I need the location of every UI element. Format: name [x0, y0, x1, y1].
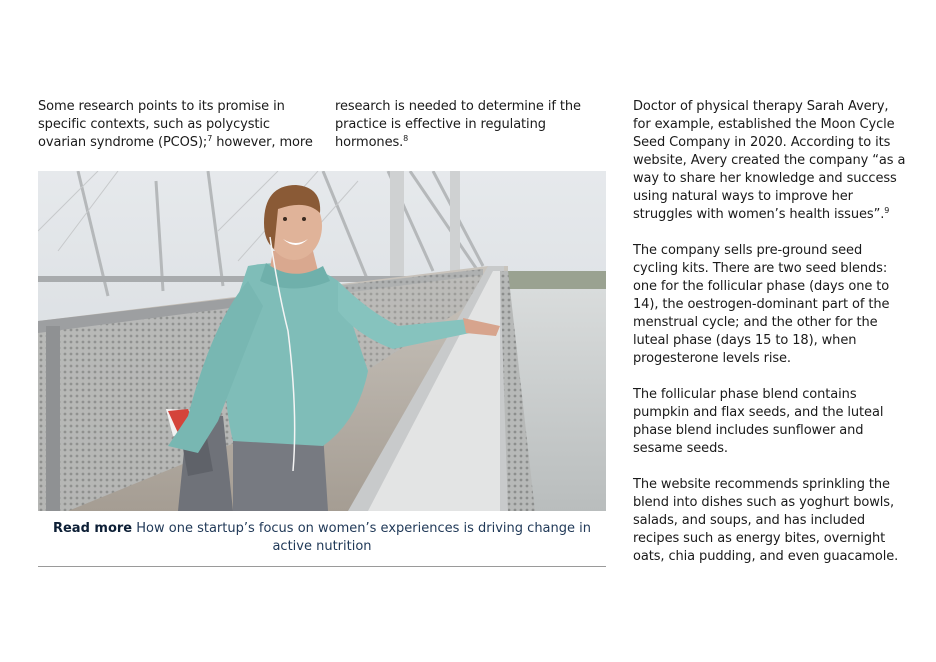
photo-caption[interactable] [38, 520, 606, 556]
article-column-2 [335, 98, 605, 170]
read-more-label[interactable]: Read more [52, 521, 133, 536]
article-column-3 [633, 98, 908, 584]
article-column-1 [38, 98, 318, 170]
body-paragraph: The website recommends sprinkling the blend into dishes such as yoghurt bowls, salads, and soups, and has included recipes such as energy bites, overnight oats, chia pudding, and even guacamole. [633, 477, 899, 564]
body-paragraph: Some research points to its promise in specific contexts, such as polycystic ovarian syndrome (PCOS);$^7$ however, more [38, 99, 313, 150]
article-photo [38, 171, 606, 511]
body-paragraph: Doctor of physical therapy Sarah Avery, for example, established the Moon Cycle Seed Company in 2020. According to its website, Avery created the company “as a way to share her knowledge and success using natural ways to improve her struggles with women’s health issues”.$^9$ [633, 99, 906, 222]
read-more-link[interactable]: How one startup’s focus on women’s experiences is driving change in active nutrition [132, 521, 591, 554]
photo-illustration [38, 171, 606, 511]
footnote-ref[interactable]: 9 [884, 206, 890, 215]
caption-divider [38, 566, 606, 567]
body-paragraph: research is needed to determine if the practice is effective in regulating hormones.$^8$ [335, 99, 581, 150]
footnote-ref[interactable]: 8 [403, 134, 409, 143]
body-paragraph: The follicular phase blend contains pumpkin and flax seeds, and the luteal phase blend includes sunflower and sesame seeds. [633, 387, 884, 456]
footnote-ref[interactable]: 7 [207, 134, 213, 143]
body-paragraph: The company sells pre-ground seed cycling kits. There are two seed blends: one for the follicular phase (days one to 14), the oestrogen-dominant part of the menstrual cycle; and the other for the luteal phase (days 15 to 18), when progesterone levels rise. [633, 243, 890, 366]
